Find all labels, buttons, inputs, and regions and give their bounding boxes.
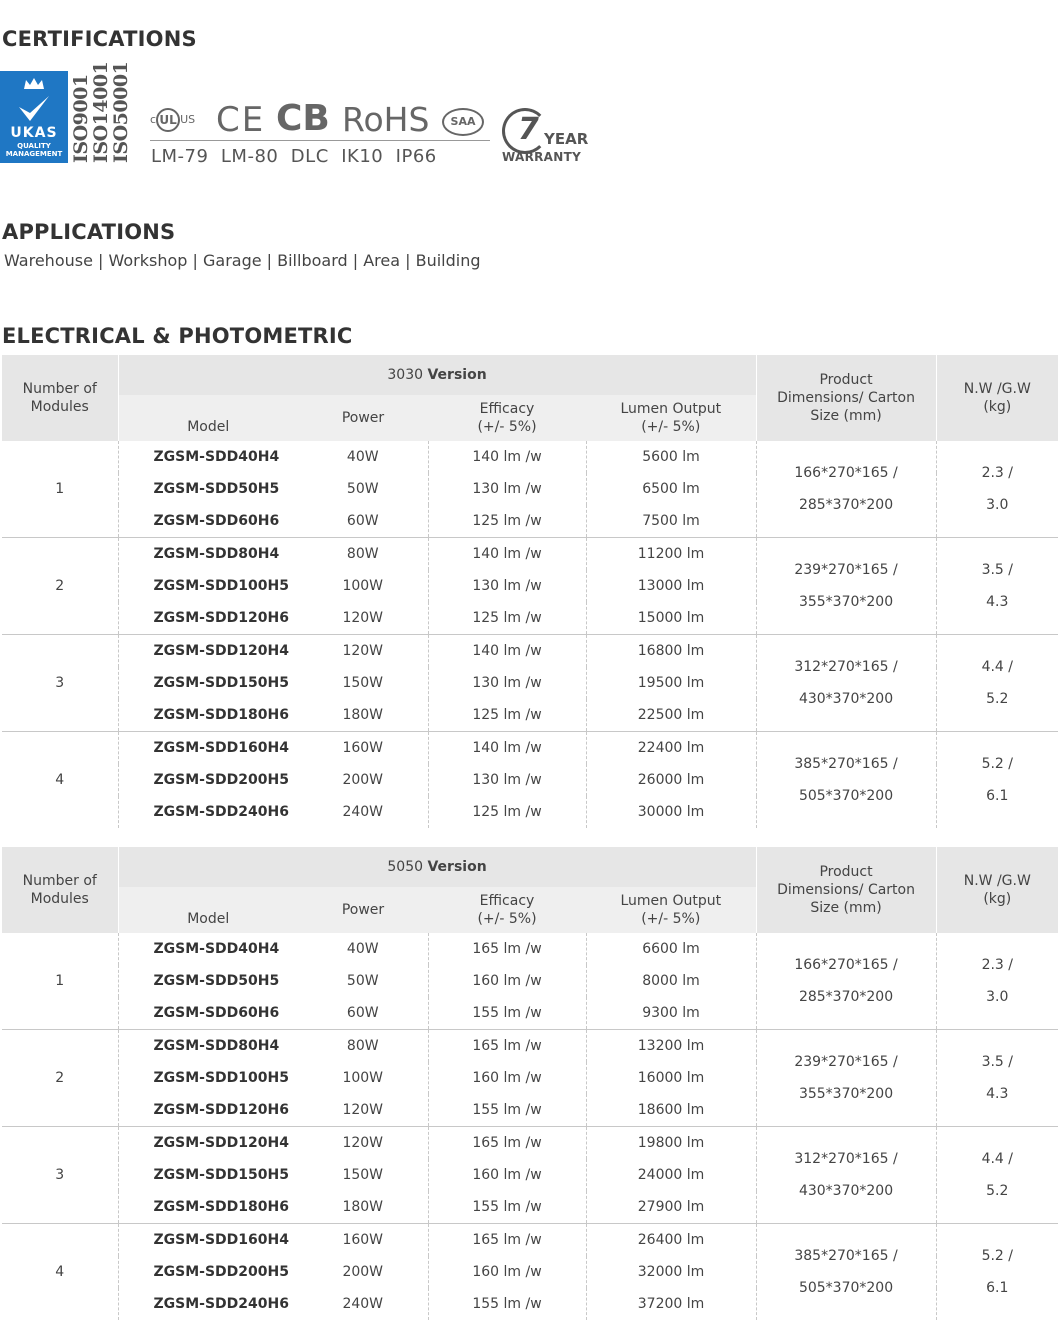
efficacy-cell: 130 lm /w [428, 570, 586, 602]
modules-cell: 2 [2, 1030, 118, 1127]
rohs-logo: RoHS [342, 100, 429, 139]
header-dimensions: Product Dimensions/ Carton Size (mm) [756, 355, 936, 441]
power-cell: 200W [298, 764, 428, 796]
applications-list: Warehouse | Workshop | Garage | Billboard | Area | Building [4, 251, 481, 270]
header-model: Model [118, 887, 298, 933]
dimensions-cell: 385*270*165 / 505*370*200 [756, 1224, 936, 1320]
modules-cell: 3 [2, 635, 118, 732]
dimensions-cell: 166*270*165 / 285*370*200 [756, 933, 936, 1030]
ukas-logo [0, 71, 68, 163]
table-row [2, 1030, 1058, 1063]
table-row [2, 933, 1058, 965]
header-version: 3030 Version [118, 355, 756, 395]
applications-title: APPLICATIONS [2, 220, 175, 244]
model-cell: ZGSM-SDD100H5 [118, 1062, 298, 1094]
checkmark-icon [16, 93, 52, 125]
weight-cell: 3.5 / 4.3 [936, 538, 1058, 635]
lumen-cell: 18600 lm [586, 1094, 756, 1127]
modules-cell: 2 [2, 538, 118, 635]
lumen-cell: 13000 lm [586, 570, 756, 602]
iso-50001: ISO50001 [110, 62, 132, 163]
cb-logo: CB [276, 98, 330, 139]
model-cell: ZGSM-SDD50H5 [118, 965, 298, 997]
header-model: Model [118, 395, 298, 441]
lumen-cell: 5600 lm [586, 441, 756, 473]
efficacy-cell: 155 lm /w [428, 1288, 586, 1320]
modules-cell: 1 [2, 441, 118, 538]
modules-cell: 1 [2, 933, 118, 1030]
efficacy-cell: 140 lm /w [428, 732, 586, 765]
power-cell: 160W [298, 732, 428, 765]
lumen-cell: 24000 lm [586, 1159, 756, 1191]
efficacy-cell: 165 lm /w [428, 1030, 586, 1063]
iso-14001: ISO14001 [90, 62, 112, 163]
model-cell: ZGSM-SDD160H4 [118, 732, 298, 765]
efficacy-cell: 130 lm /w [428, 764, 586, 796]
table-row [2, 635, 1058, 668]
efficacy-cell: 155 lm /w [428, 1094, 586, 1127]
model-cell: ZGSM-SDD200H5 [118, 764, 298, 796]
model-cell: ZGSM-SDD80H4 [118, 1030, 298, 1063]
efficacy-cell: 160 lm /w [428, 965, 586, 997]
power-cell: 120W [298, 635, 428, 668]
iso-9001: ISO9001 [70, 74, 92, 163]
table-row [2, 1127, 1058, 1160]
dimensions-cell: 312*270*165 / 430*370*200 [756, 635, 936, 732]
lumen-cell: 16800 lm [586, 635, 756, 668]
certifications-title: CERTIFICATIONS [2, 27, 197, 51]
ukas-brand: UKAS [0, 125, 68, 141]
lumen-cell: 6600 lm [586, 933, 756, 965]
dimensions-cell: 385*270*165 / 505*370*200 [756, 732, 936, 829]
lumen-cell: 9300 lm [586, 997, 756, 1030]
model-cell: ZGSM-SDD180H6 [118, 1191, 298, 1224]
model-cell: ZGSM-SDD60H6 [118, 505, 298, 538]
power-cell: 40W [298, 441, 428, 473]
efficacy-cell: 155 lm /w [428, 997, 586, 1030]
lumen-cell: 11200 lm [586, 538, 756, 571]
model-cell: ZGSM-SDD60H6 [118, 997, 298, 1030]
warranty-year-label: YEAR [544, 130, 588, 148]
header-weight: N.W /G.W (kg) [936, 355, 1058, 441]
weight-cell: 3.5 / 4.3 [936, 1030, 1058, 1127]
header-power: Power [298, 887, 428, 933]
header-lumen: Lumen Output (+/- 5%) [586, 395, 756, 441]
crown-icon [22, 77, 46, 91]
lumen-cell: 32000 lm [586, 1256, 756, 1288]
lumen-cell: 15000 lm [586, 602, 756, 635]
power-cell: 180W [298, 699, 428, 732]
lumen-cell: 30000 lm [586, 796, 756, 828]
header-dimensions: Product Dimensions/ Carton Size (mm) [756, 847, 936, 933]
table-row [2, 732, 1058, 765]
model-cell: ZGSM-SDD120H4 [118, 635, 298, 668]
efficacy-cell: 125 lm /w [428, 602, 586, 635]
power-cell: 50W [298, 473, 428, 505]
efficacy-cell: 130 lm /w [428, 667, 586, 699]
warranty-badge [500, 106, 590, 166]
ce-logo: CE [216, 100, 265, 140]
efficacy-cell: 165 lm /w [428, 1224, 586, 1257]
saa-logo: SAA [442, 108, 484, 136]
model-cell: ZGSM-SDD240H6 [118, 796, 298, 828]
modules-cell: 4 [2, 732, 118, 829]
weight-cell: 4.4 / 5.2 [936, 1127, 1058, 1224]
model-cell: ZGSM-SDD100H5 [118, 570, 298, 602]
model-cell: ZGSM-SDD40H4 [118, 933, 298, 965]
dimensions-cell: 166*270*165 / 285*370*200 [756, 441, 936, 538]
header-weight: N.W /G.W (kg) [936, 847, 1058, 933]
efficacy-cell: 155 lm /w [428, 1191, 586, 1224]
dimensions-cell: 239*270*165 / 355*370*200 [756, 538, 936, 635]
efficacy-cell: 130 lm /w [428, 473, 586, 505]
model-cell: ZGSM-SDD160H4 [118, 1224, 298, 1257]
model-cell: ZGSM-SDD180H6 [118, 699, 298, 732]
power-cell: 180W [298, 1191, 428, 1224]
electrical-title: ELECTRICAL & PHOTOMETRIC [2, 324, 353, 348]
lumen-cell: 8000 lm [586, 965, 756, 997]
lumen-cell: 26000 lm [586, 764, 756, 796]
ul-logo: c UL US [150, 108, 195, 132]
efficacy-cell: 125 lm /w [428, 796, 586, 828]
model-cell: ZGSM-SDD40H4 [118, 441, 298, 473]
modules-cell: 4 [2, 1224, 118, 1320]
standards-list: LM-79 LM-80 DLC IK10 IP66 [151, 146, 437, 167]
ukas-sub: QUALITY MANAGEMENT [0, 142, 68, 158]
cert-divider [150, 140, 490, 141]
power-cell: 160W [298, 1224, 428, 1257]
table-row [2, 1224, 1058, 1257]
power-cell: 150W [298, 1159, 428, 1191]
model-cell: ZGSM-SDD120H6 [118, 602, 298, 635]
power-cell: 100W [298, 570, 428, 602]
efficacy-cell: 125 lm /w [428, 699, 586, 732]
model-cell: ZGSM-SDD240H6 [118, 1288, 298, 1320]
header-modules: Number of Modules [2, 847, 118, 933]
weight-cell: 2.3 / 3.0 [936, 441, 1058, 538]
lumen-cell: 22500 lm [586, 699, 756, 732]
model-cell: ZGSM-SDD120H4 [118, 1127, 298, 1160]
spec-table-5050 [2, 847, 1058, 1320]
efficacy-cell: 160 lm /w [428, 1159, 586, 1191]
modules-cell: 3 [2, 1127, 118, 1224]
power-cell: 240W [298, 796, 428, 828]
efficacy-cell: 160 lm /w [428, 1062, 586, 1094]
iso-standards [70, 71, 130, 163]
power-cell: 40W [298, 933, 428, 965]
lumen-cell: 27900 lm [586, 1191, 756, 1224]
lumen-cell: 19800 lm [586, 1127, 756, 1160]
warranty-label: WARRANTY [502, 150, 581, 164]
header-efficacy: Efficacy (+/- 5%) [428, 887, 586, 933]
efficacy-cell: 140 lm /w [428, 635, 586, 668]
weight-cell: 2.3 / 3.0 [936, 933, 1058, 1030]
power-cell: 150W [298, 667, 428, 699]
header-version: 5050 Version [118, 847, 756, 887]
efficacy-cell: 160 lm /w [428, 1256, 586, 1288]
weight-cell: 5.2 / 6.1 [936, 1224, 1058, 1320]
header-lumen: Lumen Output (+/- 5%) [586, 887, 756, 933]
header-power: Power [298, 395, 428, 441]
model-cell: ZGSM-SDD80H4 [118, 538, 298, 571]
lumen-cell: 22400 lm [586, 732, 756, 765]
lumen-cell: 26400 lm [586, 1224, 756, 1257]
power-cell: 120W [298, 1127, 428, 1160]
power-cell: 120W [298, 602, 428, 635]
power-cell: 80W [298, 538, 428, 571]
dimensions-cell: 239*270*165 / 355*370*200 [756, 1030, 936, 1127]
header-efficacy: Efficacy (+/- 5%) [428, 395, 586, 441]
efficacy-cell: 140 lm /w [428, 441, 586, 473]
power-cell: 80W [298, 1030, 428, 1063]
lumen-cell: 6500 lm [586, 473, 756, 505]
weight-cell: 5.2 / 6.1 [936, 732, 1058, 829]
efficacy-cell: 165 lm /w [428, 933, 586, 965]
cert-logos [150, 100, 490, 144]
weight-cell: 4.4 / 5.2 [936, 635, 1058, 732]
model-cell: ZGSM-SDD120H6 [118, 1094, 298, 1127]
header-modules: Number of Modules [2, 355, 118, 441]
lumen-cell: 37200 lm [586, 1288, 756, 1320]
warranty-years: 7 [518, 112, 539, 147]
model-cell: ZGSM-SDD150H5 [118, 667, 298, 699]
efficacy-cell: 125 lm /w [428, 505, 586, 538]
table-row [2, 441, 1058, 473]
model-cell: ZGSM-SDD200H5 [118, 1256, 298, 1288]
spec-table-3030 [2, 355, 1058, 828]
lumen-cell: 19500 lm [586, 667, 756, 699]
power-cell: 50W [298, 965, 428, 997]
lumen-cell: 13200 lm [586, 1030, 756, 1063]
power-cell: 120W [298, 1094, 428, 1127]
efficacy-cell: 140 lm /w [428, 538, 586, 571]
lumen-cell: 7500 lm [586, 505, 756, 538]
table-row [2, 538, 1058, 571]
power-cell: 240W [298, 1288, 428, 1320]
model-cell: ZGSM-SDD50H5 [118, 473, 298, 505]
lumen-cell: 16000 lm [586, 1062, 756, 1094]
power-cell: 200W [298, 1256, 428, 1288]
power-cell: 60W [298, 505, 428, 538]
efficacy-cell: 165 lm /w [428, 1127, 586, 1160]
power-cell: 60W [298, 997, 428, 1030]
power-cell: 100W [298, 1062, 428, 1094]
model-cell: ZGSM-SDD150H5 [118, 1159, 298, 1191]
dimensions-cell: 312*270*165 / 430*370*200 [756, 1127, 936, 1224]
